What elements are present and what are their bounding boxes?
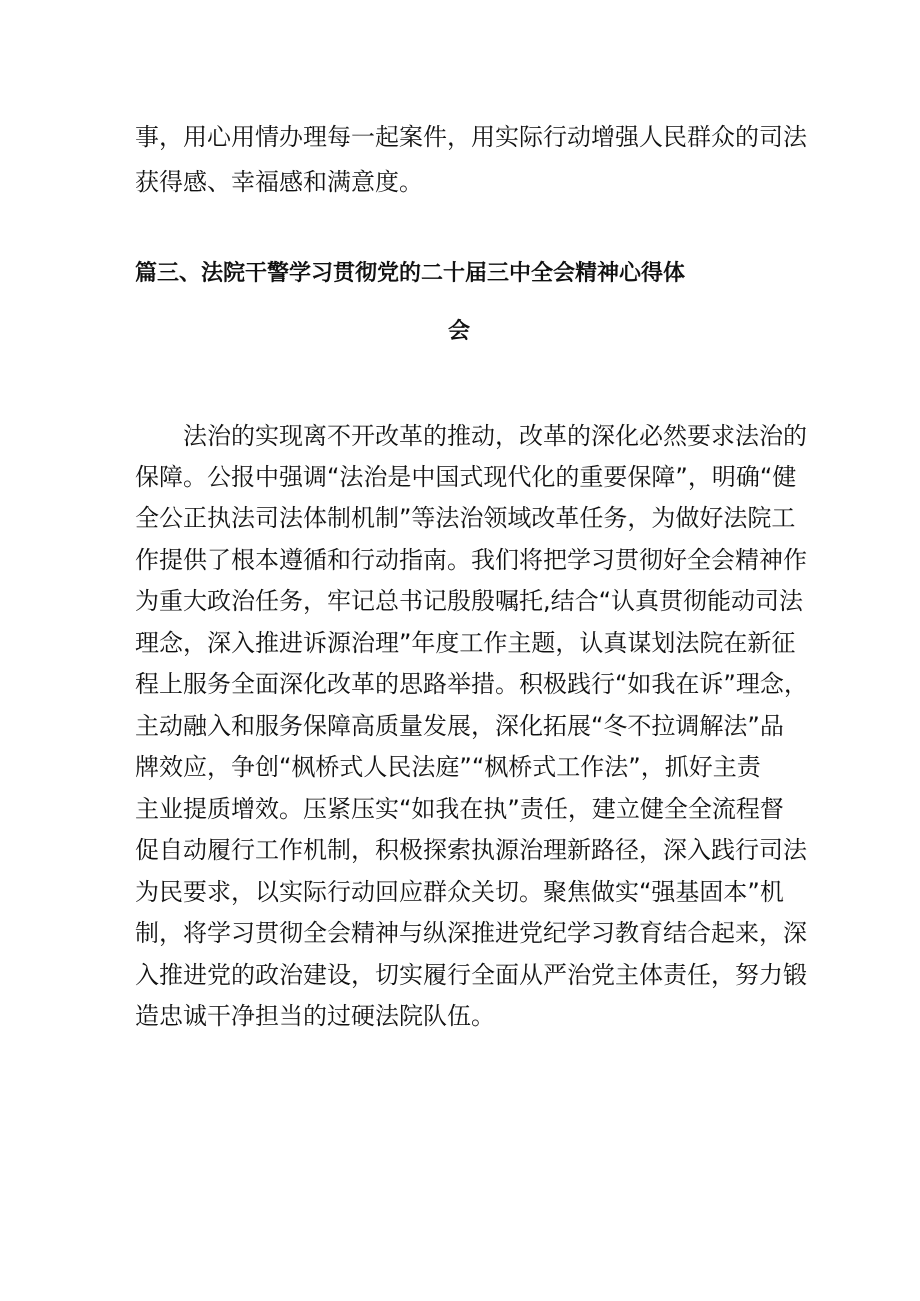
body-line-7: 程上服务全面深化改革的思路举措。积极践行“如我在诉”理念， — [135, 670, 808, 698]
section-title-continuation: 会 — [448, 319, 471, 344]
body-line-11: 促自动履行工作机制，积极探索执源治理新路径，深入践行司法 — [135, 836, 807, 864]
body-line-2: 保障。公报中强调“法治是中国式现代化的重要保障”，明确“健 — [135, 463, 797, 491]
body-line-8: 主动融入和服务保障高质量发展，深化拓展“冬不拉调解法”品 — [135, 712, 784, 740]
body-line-9: 牌效应，争创“枫桥式人民法庭”“枫桥式工作法”，抓好主责 — [135, 753, 761, 781]
body-line-3: 全公正执法司法体制机制”等法治领域改革任务，为做好法院工 — [135, 504, 796, 532]
intro-line-1: 事，用心用情办理每一起案件，用实际行动增强人民群众的司法 — [135, 123, 807, 151]
body-line-1: 法治的实现离不开改革的推动，改革的深化必然要求法治的 — [135, 422, 807, 450]
intro-line-2: 获得感、幸福感和满意度。 — [135, 168, 423, 196]
body-line-5: 为重大政治任务，牢记总书记殷殷嘱托,结合“认真贯彻能动司法 — [135, 587, 804, 615]
body-line-14: 入推进党的政治建设，切实履行全面从严治党主体责任，努力锻 — [135, 961, 807, 989]
body-line-6: 理念，深入推进诉源治理”年度工作主题，认真谋划法院在新征 — [135, 629, 796, 657]
body-line-10: 主业提质增效。压紧压实“如我在执”责任，建立健全全流程督 — [135, 795, 784, 823]
body-line-12: 为民要求，以实际行动回应群众关切。聚焦做实“强基固本”机 — [135, 878, 784, 906]
body-line-4: 作提供了根本遵循和行动指南。我们将把学习贯彻好全会精神作 — [135, 546, 807, 574]
body-line-15: 造忠诚干净担当的过硬法院队伍。 — [135, 1002, 495, 1030]
body-line-13: 制，将学习贯彻全会精神与纵深推进党纪学习教育结合起来，深 — [135, 919, 807, 947]
section-title: 篇三、法院干警学习贯彻党的二十届三中全会精神心得体 — [135, 261, 686, 286]
